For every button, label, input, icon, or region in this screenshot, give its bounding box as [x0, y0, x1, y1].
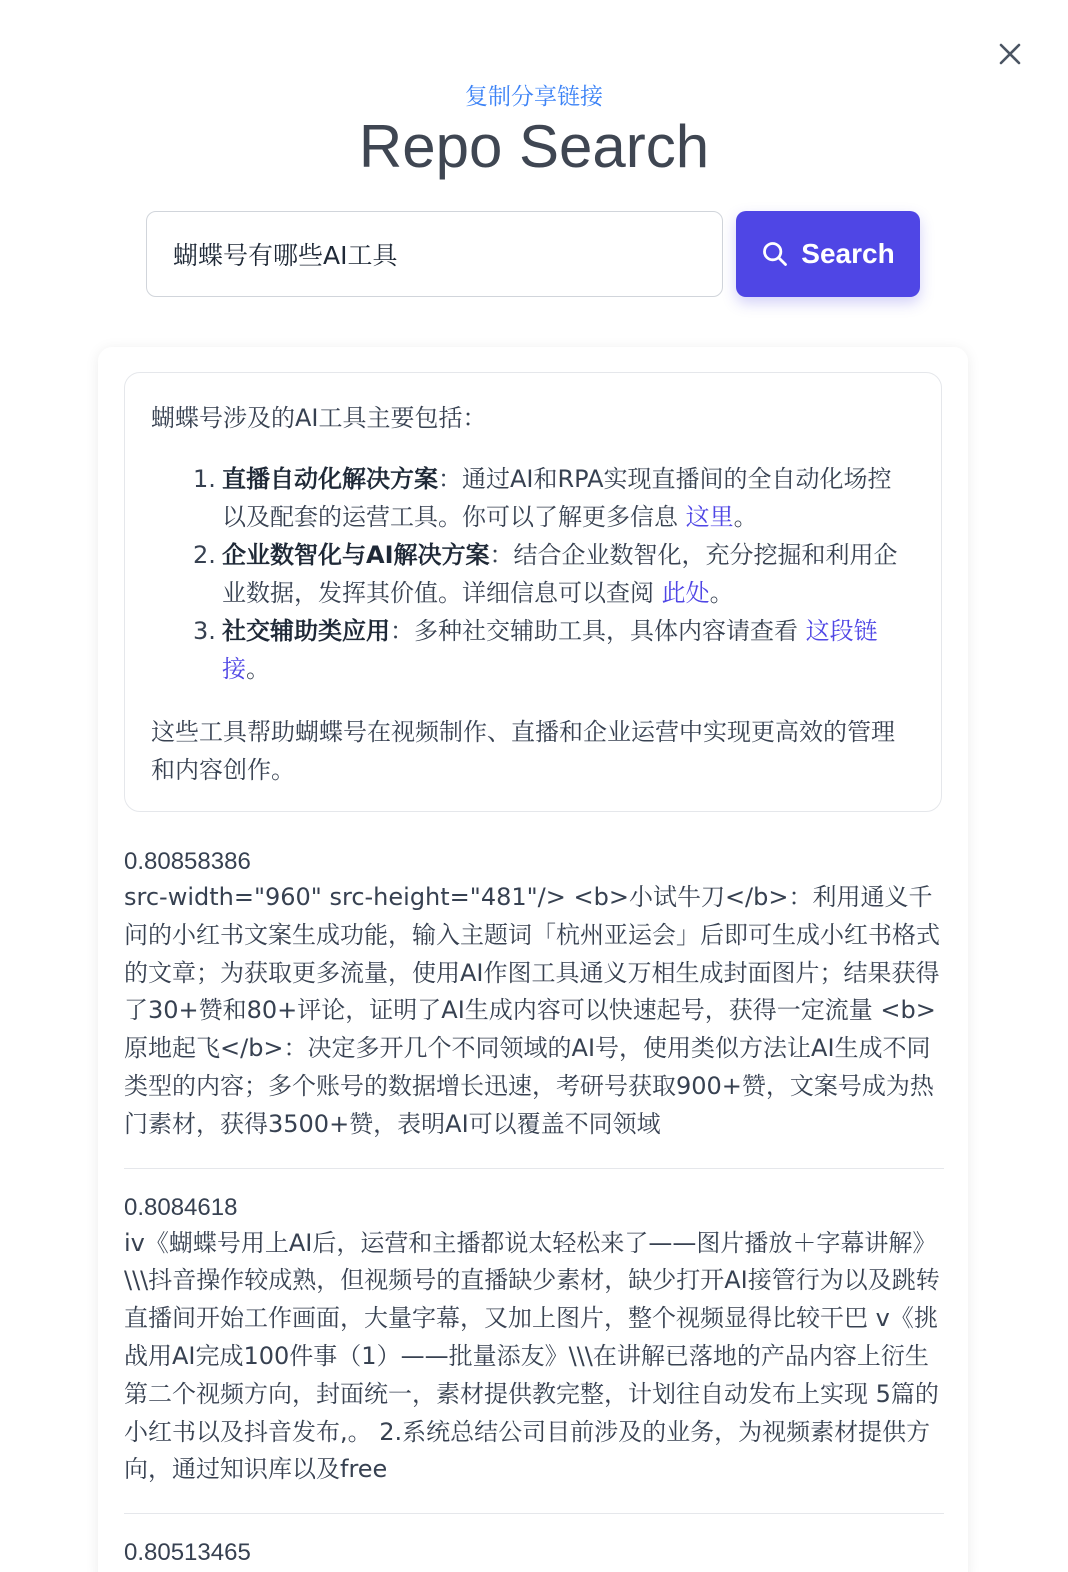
answer-intro: 蝴蝶号涉及的AI工具主要包括： [151, 404, 487, 432]
answer-list [151, 460, 915, 688]
answer-item-title: 社交辅助类应用 [222, 617, 390, 645]
answer-item [151, 612, 915, 688]
answer-item-text: ：多种社交辅助工具，具体内容请查看 [390, 617, 806, 645]
answer-item [151, 536, 915, 612]
search-result [124, 847, 944, 1169]
result-score: 0.80858386 [124, 848, 251, 875]
answer-outro: 这些工具帮助蝴蝶号在视频制作、直播和企业运营中实现更高效的管理和内容创作。 [151, 718, 895, 784]
results-panel [98, 347, 968, 1572]
ai-answer-box [124, 372, 942, 812]
result-text: src-width="960" src-height="481"/> <b>小试牛刀</b>：利用通义千问的小红书文案生成功能，输入主题词「杭州亚运会」后即可生成小红书格式的文章；为获取更多流量，使用AI作图工具通义万相生成封面图片；结果获得了30+赞和80+评论，证明了AI生成内容可以快速起号，获得一定流量 <b>原地起飞</b>：决定多开几个不同领域的AI号，使用类似方法让AI生成不同类型的内容；多个账号的数据增长迅速，考研号获取900+赞，文案号成为热门素材，获得3500+赞，表明AI可以覆盖不同领域 [124, 883, 940, 1138]
answer-item-link[interactable]: 此处 [661, 579, 710, 607]
search-input[interactable] [146, 211, 723, 297]
search-button-label: Search [801, 238, 895, 269]
page-title: Repo Search [358, 113, 710, 180]
answer-item-title: 企业数智化与AI解决方案 [222, 541, 490, 569]
answer-item [151, 460, 915, 536]
answer-item-end: 。 [709, 579, 734, 607]
answer-item-end: 。 [246, 655, 270, 683]
answer-item-number: 1. [193, 465, 216, 493]
answer-item-link[interactable]: 这里 [685, 503, 734, 531]
answer-item-number: 2. [193, 541, 216, 569]
copy-share-link[interactable]: 复制分享链接 [465, 84, 603, 110]
answer-item-text: ：结合企业数智化，充分挖掘和利用企业数据，发挥其价值。详细信息可以查阅 [222, 541, 898, 607]
search-button[interactable] [736, 211, 920, 297]
search-results-list [124, 847, 944, 1572]
answer-item-text: ：通过AI和RPA实现直播间的全自动化场控以及配套的运营工具。你可以了解更多信息 [222, 465, 892, 531]
answer-item-title: 直播自动化解决方案 [222, 465, 438, 493]
search-bar [146, 211, 922, 297]
answer-item-link[interactable]: 这段链接 [222, 617, 878, 683]
search-result [124, 1193, 944, 1515]
result-score: 0.80513465 [124, 1539, 251, 1567]
search-result [124, 1538, 944, 1572]
answer-item-number: 3. [193, 617, 216, 645]
result-text: iv《蝴蝶号用上AI后，运营和主播都说太轻松来了——图片播放＋字幕讲解》\\\抖音操作较成熟，但视频号的直播缺少素材，缺少打开AI接管行为以及跳转直播间开始工作画面，大量字幕，又加上图片，整个视频显得比较干巴 v《挑战用AI完成100件事（1）——批量添友》\\\在讲解已落地的产品内容上衍生第二个视频方向，封面统一，素材提供教完整，计划往自动发布上实现 5篇的小红书以及抖音发布,。 2.系统总结公司目前涉及的业务，为视频素材提供方向，通过知识库以及free [124, 1228, 940, 1484]
close-icon [998, 42, 1022, 66]
answer-item-end: 。 [733, 503, 758, 531]
result-score: 0.8084618 [124, 1193, 238, 1221]
search-icon [761, 240, 789, 268]
close-button[interactable] [994, 38, 1026, 70]
